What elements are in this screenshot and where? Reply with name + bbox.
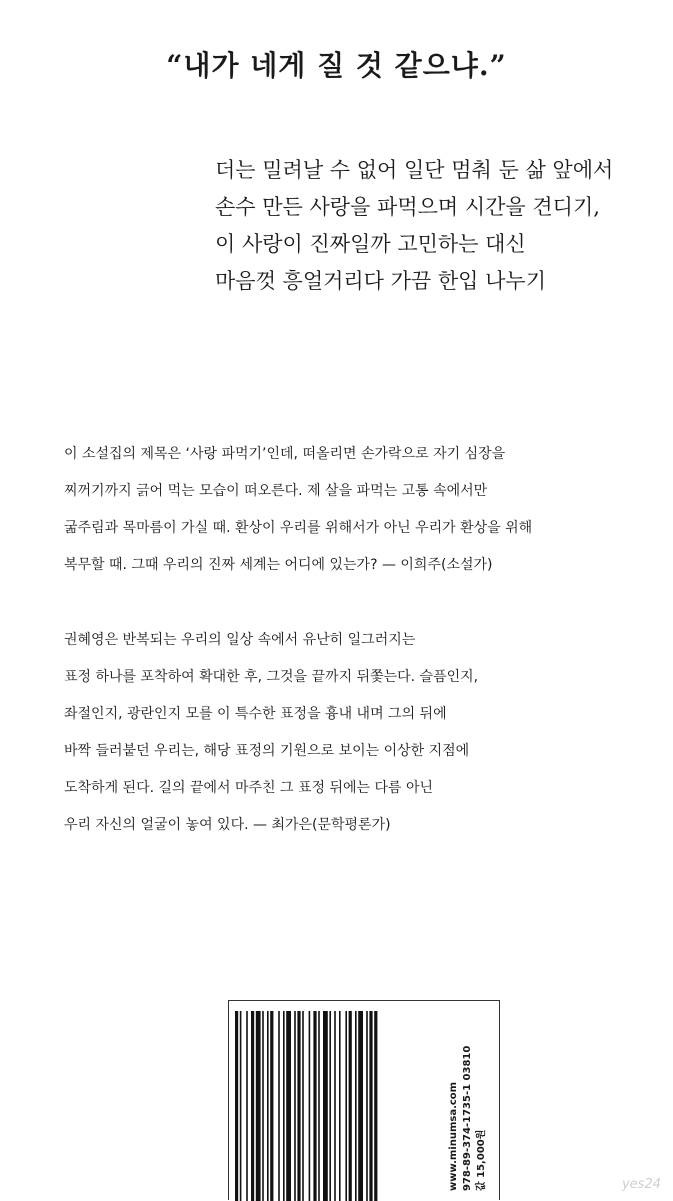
barcode-bar	[374, 1011, 377, 1201]
blurb-line: 바짝 들러붙던 우리는, 해당 표정의 기원으로 보이는 이상한 지점에	[64, 743, 470, 759]
poem-line: 더는 밀려날 수 없어 일단 멈춰 둔 삶 앞에서	[215, 158, 614, 182]
barcode-bar	[302, 1011, 304, 1201]
barcode-bar	[334, 1011, 336, 1201]
blurb-line: 이 소설집의 제목은 ‘사랑 파먹기’인데, 떠올리면 손가락으로 자기 심장을	[64, 446, 506, 462]
poem-line: 이 사랑이 진짜일까 고민하는 대신	[215, 232, 526, 256]
blurb-line: 복무할 때. 그때 우리의 진짜 세계는 어디에 있는가? — 이희주(소설가)	[64, 557, 493, 573]
barcode-bar	[297, 1011, 300, 1201]
barcode-bar	[345, 1011, 347, 1201]
watermark-logo: yes24	[621, 1177, 661, 1192]
barcode-bar	[355, 1011, 357, 1201]
barcode-bars	[235, 1011, 435, 1201]
barcode-bar	[278, 1011, 280, 1201]
barcode-bar	[267, 1011, 269, 1201]
barcode-bar	[349, 1011, 352, 1201]
barcode-bar	[240, 1011, 242, 1201]
barcode-bar	[286, 1011, 291, 1201]
price-label: 값 15,000원	[476, 1129, 487, 1191]
isbn-number: 978-89-374-1735-1 03810	[462, 1045, 473, 1191]
barcode-bar	[309, 1011, 311, 1201]
barcode-bar	[294, 1011, 296, 1201]
poem-block	[215, 152, 655, 300]
blurb-line: 우리 자신의 얼굴이 놓여 있다. — 최가은(문학평론가)	[64, 817, 391, 833]
blurb-line: 굶주림과 목마름이 가실 때. 환상이 우리를 위해서가 아닌 우리가 환상을 위해	[64, 520, 533, 536]
blurb-line: 좌절인지, 광란인지 모를 이 특수한 표정을 흉내 내며 그의 뒤에	[64, 706, 447, 722]
barcode-bar	[256, 1011, 261, 1201]
poem-line: 마음껏 흥얼거리다 가끔 한입 나누기	[215, 269, 546, 293]
barcode-bar	[262, 1011, 264, 1201]
barcode-bar	[313, 1011, 316, 1201]
barcode-box	[228, 1000, 500, 1200]
barcode-bar	[251, 1011, 254, 1201]
barcode-bar	[329, 1011, 331, 1201]
barcode-bar	[366, 1011, 368, 1201]
book-title-quote: “내가 네게 질 것 같으냐.”	[166, 49, 507, 82]
barcode-info	[447, 1046, 489, 1191]
barcode-bar	[339, 1011, 341, 1201]
barcode-bar	[270, 1011, 273, 1201]
blurb-line: 권혜영은 반복되는 우리의 일상 속에서 유난히 일그러지는	[64, 632, 416, 648]
review-blurb-2	[64, 622, 624, 844]
barcode-bar	[318, 1011, 320, 1201]
barcode-bar	[246, 1011, 248, 1201]
barcode-bar	[235, 1011, 238, 1201]
blurb-line: 도착하게 된다. 길의 끝에서 마주친 그 표정 뒤에는 다름 아닌	[64, 780, 434, 796]
publisher-url: www.minumsa.com	[448, 1081, 459, 1191]
poem-line: 손수 만든 사랑을 파먹으며 시간을 견디기,	[215, 195, 600, 219]
barcode-bar	[369, 1011, 372, 1201]
blurb-line: 찌꺼기까지 긁어 먹는 모습이 떠오른다. 제 살을 파먹는 고통 속에서만	[64, 483, 488, 499]
barcode-bar	[283, 1011, 285, 1201]
blurb-line: 표정 하나를 포착하여 확대한 후, 그것을 끝까지 뒤쫓는다. 슬픔인지,	[64, 669, 479, 685]
barcode-bar	[358, 1011, 363, 1201]
barcode-bar	[323, 1011, 328, 1201]
review-blurb-1	[64, 436, 624, 584]
